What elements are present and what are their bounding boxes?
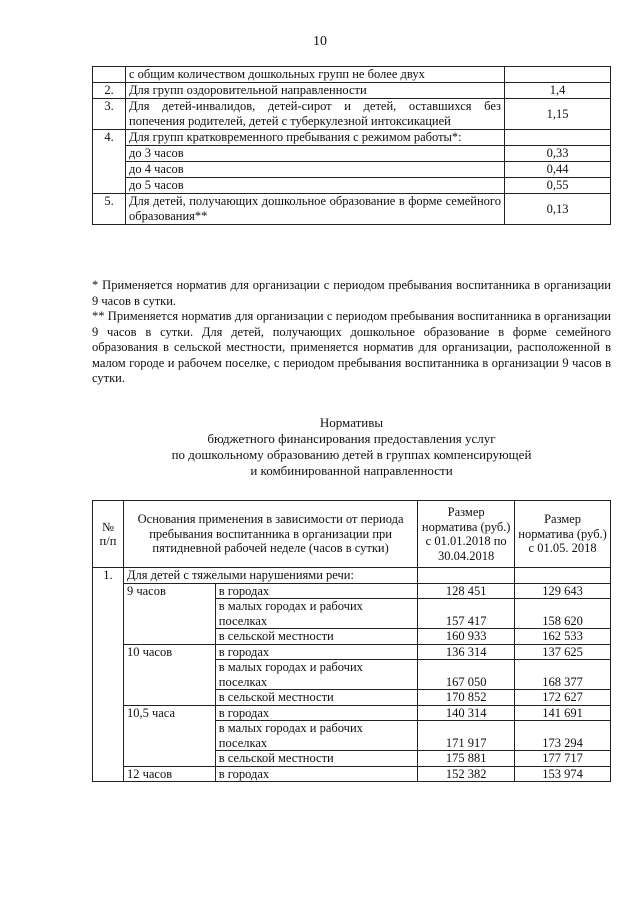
row-text: Для детей, получающих дошкольное образование в форме семейного образования** — [126, 194, 505, 225]
row-num: 4. — [93, 130, 126, 194]
section-heading — [92, 415, 611, 479]
row-text: Для групп оздоровительной направленности — [126, 83, 505, 99]
row-value: 0,13 — [505, 194, 611, 225]
norm-jan-cell: 167 050 — [418, 660, 515, 690]
norm-jan-cell: 128 451 — [418, 583, 515, 599]
row-value — [505, 67, 611, 83]
heading-line: и комбинированной направленности — [250, 463, 453, 478]
norm-jan-cell: 140 314 — [418, 705, 515, 721]
footnote-2: ** Применяется норматив для организации с периодом пребывания воспитанника в организации 9 часов в сутки. Для детей, получающих дошкольное образование в форме семейного образования в сельской местности, применяется норматив для организации, расположенной в малом городе и рабочем поселке, с периодом пребывания воспитанника в организации 9 часов в сутки. — [92, 309, 611, 385]
place-cell: в малых городах и рабочих поселках — [215, 599, 417, 629]
place-cell: в городах — [215, 766, 417, 782]
heading-line: бюджетного финансирования предоставления услуг — [207, 431, 496, 446]
table-row — [93, 583, 611, 599]
table-row — [93, 194, 611, 225]
row-value: 1,15 — [505, 99, 611, 130]
norm-jan-cell: 160 933 — [418, 629, 515, 645]
row-text: до 5 часов — [126, 178, 505, 194]
row-value: 0,55 — [505, 178, 611, 194]
period-cell: 12 часов — [123, 766, 215, 782]
row-value: 1,4 — [505, 83, 611, 99]
row-num: 2. — [93, 83, 126, 99]
coefficients-table — [92, 66, 611, 225]
place-cell: в малых городах и рабочих поселках — [215, 721, 417, 751]
row-value: 0,44 — [505, 162, 611, 178]
place-cell: в сельской местности — [215, 629, 417, 645]
norm-may-cell: 137 625 — [515, 644, 611, 660]
norm-may-cell: 141 691 — [515, 705, 611, 721]
period-cell: 10,5 часа — [123, 705, 215, 766]
table-row — [93, 162, 611, 178]
table-row — [93, 705, 611, 721]
table-row — [93, 766, 611, 782]
place-cell: в сельской местности — [215, 690, 417, 706]
empty-cell — [515, 568, 611, 584]
header-num: № п/п — [93, 501, 124, 568]
norm-jan-cell: 170 852 — [418, 690, 515, 706]
empty-cell — [418, 568, 515, 584]
table-row — [93, 146, 611, 162]
norm-jan-cell: 171 917 — [418, 721, 515, 751]
norm-may-cell: 168 377 — [515, 660, 611, 690]
norm-jan-cell: 175 881 — [418, 751, 515, 767]
table-row — [93, 130, 611, 146]
norms-table — [92, 500, 611, 782]
footnote-1: * Применяется норматив для организации с периодом пребывания воспитанника в организации 9 часов в сутки. — [92, 278, 611, 308]
section-num: 1. — [93, 568, 124, 782]
header-basis: Основания применения в зависимости от периода пребывания воспитанника в организации при пятидневной рабочей неделе (часов в сутки) — [123, 501, 417, 568]
row-num: 3. — [93, 99, 126, 130]
norm-jan-cell: 152 382 — [418, 766, 515, 782]
norm-may-cell: 177 717 — [515, 751, 611, 767]
row-value — [505, 130, 611, 146]
norm-may-cell: 158 620 — [515, 599, 611, 629]
place-cell: в малых городах и рабочих поселках — [215, 660, 417, 690]
norm-jan-cell: 157 417 — [418, 599, 515, 629]
table-row — [93, 99, 611, 130]
table-row — [93, 644, 611, 660]
norm-may-cell: 153 974 — [515, 766, 611, 782]
row-text: до 3 часов — [126, 146, 505, 162]
row-num: 5. — [93, 194, 126, 225]
header-norm-may: Размер норматива (руб.) с 01.05. 2018 — [515, 501, 611, 568]
place-cell: в городах — [215, 705, 417, 721]
norm-may-cell: 173 294 — [515, 721, 611, 751]
row-num — [93, 67, 126, 83]
norm-jan-cell: 136 314 — [418, 644, 515, 660]
row-text: до 4 часов — [126, 162, 505, 178]
period-cell: 9 часов — [123, 583, 215, 644]
place-cell: в городах — [215, 644, 417, 660]
row-text: Для детей-инвалидов, детей-сирот и детей, оставшихся без попечения родителей, детей с туберкулезной интоксикацией — [126, 99, 505, 130]
period-cell: 10 часов — [123, 644, 215, 705]
table-row — [93, 83, 611, 99]
heading-line: Нормативы — [319, 415, 384, 430]
page-number: 10 — [313, 34, 327, 49]
footnotes — [92, 278, 611, 387]
table-row — [93, 67, 611, 83]
table-header-row — [93, 501, 611, 568]
norm-may-cell: 129 643 — [515, 583, 611, 599]
norm-may-cell: 162 533 — [515, 629, 611, 645]
place-cell: в сельской местности — [215, 751, 417, 767]
heading-line: по дошкольному образованию детей в группах компенсирующей — [171, 447, 532, 462]
row-text: с общим количеством дошкольных групп не более двух — [126, 67, 505, 83]
place-cell: в городах — [215, 583, 417, 599]
header-norm-jan: Размер норматива (руб.) с 01.01.2018 по 30.04.2018 — [418, 501, 515, 568]
section-title: Для детей с тяжелыми нарушениями речи: — [123, 568, 417, 584]
row-text: Для групп кратковременного пребывания с режимом работы*: — [126, 130, 505, 146]
section-row — [93, 568, 611, 584]
norm-may-cell: 172 627 — [515, 690, 611, 706]
row-value: 0,33 — [505, 146, 611, 162]
table-row — [93, 178, 611, 194]
